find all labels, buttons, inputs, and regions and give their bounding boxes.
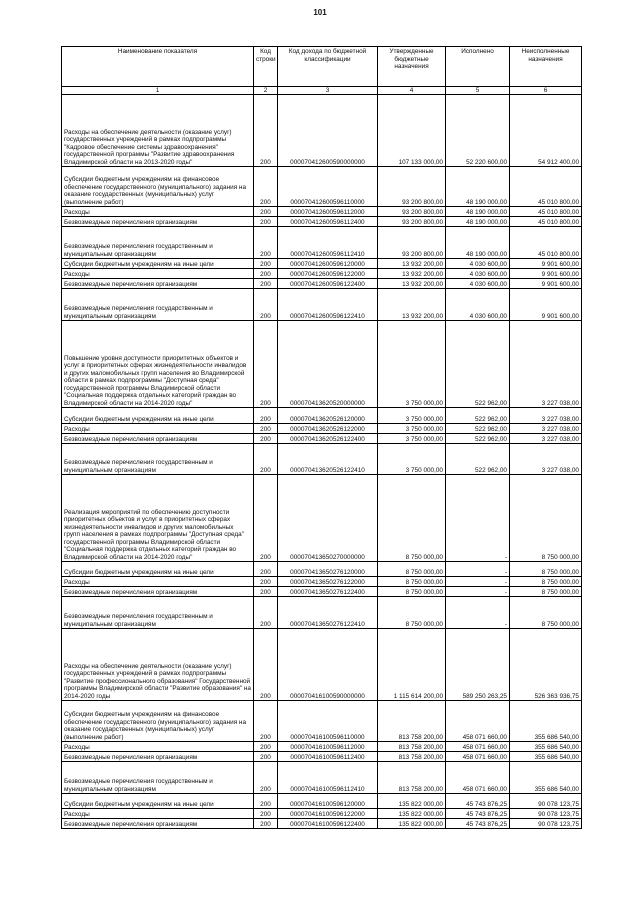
row-line-code: 200: [254, 227, 278, 259]
row-line-code: 200: [254, 408, 278, 424]
table-row: [62, 762, 582, 794]
row-income-code: 000070416100596122400: [278, 819, 378, 829]
row-line-code: 200: [254, 562, 278, 577]
row-executed: 522 962,00: [446, 424, 510, 434]
column-number: 3: [278, 87, 378, 95]
table-row: [62, 629, 582, 701]
row-income-code: 000070412600596112400: [278, 217, 378, 227]
table-row: [62, 321, 582, 408]
row-name: Безвозмездные перечисления организациям: [62, 434, 254, 444]
row-executed: 4 030 600,00: [446, 269, 510, 279]
row-unexecuted: 8 750 000,00: [510, 577, 582, 587]
header-line-code: Код строки: [254, 47, 278, 87]
row-line-code: 200: [254, 819, 278, 829]
row-executed: 4 030 600,00: [446, 289, 510, 321]
row-executed: 458 071 660,00: [446, 762, 510, 794]
row-unexecuted: 9 901 600,00: [510, 269, 582, 279]
table-row: [62, 742, 582, 752]
row-unexecuted: 526 363 936,75: [510, 629, 582, 701]
table-row: [62, 95, 582, 167]
row-executed: -: [446, 475, 510, 562]
row-name: Повышение уровня доступности приоритетных объектов и услуг в приоритетных сферах жизнедеятельности инвалидов и других маломобильных групп населения во Владимирской области в рамках подпрограммы "Доступная среда" государственной программы Владимирской области "Социальная поддержка отдельных категорий граждан во Владимирской области на 2014-2020 годы": [62, 321, 254, 408]
row-approved: 3 750 000,00: [378, 321, 446, 408]
row-executed: 48 190 000,00: [446, 167, 510, 207]
row-line-code: 200: [254, 577, 278, 587]
row-executed: 522 962,00: [446, 321, 510, 408]
page-number: 101: [313, 8, 327, 17]
row-executed: 48 190 000,00: [446, 227, 510, 259]
row-executed: 4 030 600,00: [446, 279, 510, 289]
row-line-code: 200: [254, 217, 278, 227]
row-name: Расходы: [62, 207, 254, 217]
row-name: Безвозмездные перечисления организациям: [62, 819, 254, 829]
header-name: Наименование показателя: [62, 47, 254, 87]
row-name: Безвозмездные перечисления организациям: [62, 587, 254, 597]
row-income-code: 000070412600596122400: [278, 279, 378, 289]
column-number: 2: [254, 87, 278, 95]
row-name: Субсидии бюджетным учреждениям на финансовое обеспечение государственного (муниципального) задания на оказание государственных (муниципальных) услуг (выполнение работ): [62, 167, 254, 207]
row-line-code: 200: [254, 167, 278, 207]
table-row: [62, 259, 582, 269]
row-unexecuted: 45 010 800,00: [510, 227, 582, 259]
row-line-code: 200: [254, 207, 278, 217]
row-income-code: 000070413620526122000: [278, 424, 378, 434]
column-number: 4: [378, 87, 446, 95]
row-income-code: 000070412600596112000: [278, 207, 378, 217]
table-row: [62, 444, 582, 475]
row-executed: 4 030 600,00: [446, 259, 510, 269]
row-approved: 813 758 200,00: [378, 742, 446, 752]
row-executed: 48 190 000,00: [446, 217, 510, 227]
table-row: [62, 424, 582, 434]
row-income-code: 000070416100590000000: [278, 629, 378, 701]
row-income-code: 000070416100596110000: [278, 701, 378, 742]
row-line-code: 200: [254, 269, 278, 279]
row-line-code: 200: [254, 701, 278, 742]
row-approved: 813 758 200,00: [378, 752, 446, 762]
row-executed: 45 743 876,25: [446, 819, 510, 829]
row-unexecuted: 355 686 540,00: [510, 742, 582, 752]
row-unexecuted: 8 750 000,00: [510, 475, 582, 562]
row-unexecuted: 355 686 540,00: [510, 752, 582, 762]
row-income-code: 000070413650276122400: [278, 587, 378, 597]
table-row: [62, 475, 582, 562]
row-line-code: 200: [254, 587, 278, 597]
row-income-code: 000070413620520000000: [278, 321, 378, 408]
row-approved: 13 932 200,00: [378, 289, 446, 321]
row-unexecuted: 355 686 540,00: [510, 762, 582, 794]
row-approved: 93 200 800,00: [378, 217, 446, 227]
row-unexecuted: 90 078 123,75: [510, 819, 582, 829]
row-line-code: 200: [254, 289, 278, 321]
header-income-code: Код дохода по бюджетной классификации: [278, 47, 378, 87]
row-line-code: 200: [254, 794, 278, 809]
table-row: [62, 819, 582, 829]
table-body: [62, 95, 582, 829]
row-name: Расходы: [62, 269, 254, 279]
row-name: Безвозмездные перечисления государственным и муниципальным организациям: [62, 762, 254, 794]
table-row: [62, 289, 582, 321]
header-executed: Исполнено: [446, 47, 510, 87]
row-unexecuted: 45 010 800,00: [510, 217, 582, 227]
row-unexecuted: 355 686 540,00: [510, 701, 582, 742]
row-approved: 107 133 000,00: [378, 95, 446, 167]
row-income-code: 000070416100596112000: [278, 742, 378, 752]
row-unexecuted: 9 901 600,00: [510, 279, 582, 289]
row-line-code: 200: [254, 95, 278, 167]
table-row: [62, 279, 582, 289]
row-approved: 3 750 000,00: [378, 408, 446, 424]
row-line-code: 200: [254, 762, 278, 794]
row-income-code: 000070412600596122000: [278, 269, 378, 279]
table-row: [62, 269, 582, 279]
row-executed: 458 071 660,00: [446, 742, 510, 752]
row-unexecuted: 3 227 038,00: [510, 321, 582, 408]
row-line-code: 200: [254, 321, 278, 408]
row-approved: 93 200 800,00: [378, 227, 446, 259]
row-line-code: 200: [254, 809, 278, 819]
row-executed: 522 962,00: [446, 434, 510, 444]
row-approved: 135 822 000,00: [378, 819, 446, 829]
row-line-code: 200: [254, 752, 278, 762]
row-income-code: 000070416100596112410: [278, 762, 378, 794]
table-row: [62, 207, 582, 217]
row-line-code: 200: [254, 434, 278, 444]
row-line-code: 200: [254, 279, 278, 289]
row-approved: 3 750 000,00: [378, 444, 446, 475]
row-approved: 813 758 200,00: [378, 762, 446, 794]
row-executed: 522 962,00: [446, 444, 510, 475]
row-income-code: 000070412600596122410: [278, 289, 378, 321]
row-income-code: 000070416100596112400: [278, 752, 378, 762]
row-approved: 93 200 800,00: [378, 207, 446, 217]
table-row: [62, 794, 582, 809]
row-executed: -: [446, 597, 510, 629]
row-name: Безвозмездные перечисления организациям: [62, 217, 254, 227]
table-row: [62, 701, 582, 742]
row-unexecuted: 90 078 123,75: [510, 794, 582, 809]
row-executed: 48 190 000,00: [446, 207, 510, 217]
table-row: [62, 562, 582, 577]
table-row: [62, 217, 582, 227]
row-name: Расходы: [62, 424, 254, 434]
row-unexecuted: 45 010 800,00: [510, 207, 582, 217]
row-line-code: 200: [254, 444, 278, 475]
row-approved: 1 115 614 200,00: [378, 629, 446, 701]
row-name: Безвозмездные перечисления государственным и муниципальным организациям: [62, 289, 254, 321]
row-income-code: 000070413650276120000: [278, 562, 378, 577]
row-executed: -: [446, 587, 510, 597]
row-approved: 8 750 000,00: [378, 475, 446, 562]
row-income-code: 000070413650270000000: [278, 475, 378, 562]
row-income-code: 000070416100596122000: [278, 809, 378, 819]
row-line-code: 200: [254, 424, 278, 434]
table-row: [62, 577, 582, 587]
row-approved: 135 822 000,00: [378, 794, 446, 809]
row-name: Субсидии бюджетным учреждениям на иные цели: [62, 794, 254, 809]
row-executed: 45 743 876,25: [446, 794, 510, 809]
table-row: [62, 752, 582, 762]
row-approved: 8 750 000,00: [378, 587, 446, 597]
row-name: Расходы: [62, 577, 254, 587]
row-executed: -: [446, 562, 510, 577]
row-unexecuted: 3 227 038,00: [510, 434, 582, 444]
row-income-code: 000070412600596110000: [278, 167, 378, 207]
row-name: Безвозмездные перечисления организациям: [62, 752, 254, 762]
row-line-code: 200: [254, 597, 278, 629]
row-name: Расходы на обеспечение деятельности (оказание услуг) государственных учреждений в рамках подпрограммы "Кадровое обеспечение системы здравоохранения" государственной программы "Развитие здравоохранения Владимирской области на 2013-2020 годы": [62, 95, 254, 167]
row-executed: 458 071 660,00: [446, 701, 510, 742]
column-number-row: [62, 87, 582, 95]
row-income-code: 000070416100596120000: [278, 794, 378, 809]
row-name: Безвозмездные перечисления государственным и муниципальным организациям: [62, 227, 254, 259]
row-executed: 522 962,00: [446, 408, 510, 424]
row-name: Безвозмездные перечисления организациям: [62, 279, 254, 289]
column-number: 6: [510, 87, 582, 95]
row-name: Расходы на обеспечение деятельности (оказание услуг) государственных учреждений в рамках подпрограммы "Развитие профессионального образования" Государственной программы Владимирской области "Развитие образования" на 2014-2020 годы: [62, 629, 254, 701]
budget-report-table: [61, 46, 582, 829]
row-executed: 45 743 876,25: [446, 809, 510, 819]
row-name: Субсидии бюджетным учреждениям на иные цели: [62, 562, 254, 577]
row-name: Субсидии бюджетным учреждениям на иные цели: [62, 408, 254, 424]
row-approved: 13 932 200,00: [378, 259, 446, 269]
table-row: [62, 167, 582, 207]
row-approved: 135 822 000,00: [378, 809, 446, 819]
row-income-code: 000070413650276122000: [278, 577, 378, 587]
table-row: [62, 587, 582, 597]
row-unexecuted: 3 227 038,00: [510, 408, 582, 424]
row-unexecuted: 9 901 600,00: [510, 259, 582, 269]
row-income-code: 000070413620526122410: [278, 444, 378, 475]
row-unexecuted: 8 750 000,00: [510, 597, 582, 629]
row-name: Субсидии бюджетным учреждениям на финансовое обеспечение государственного (муниципального) задания на оказание государственных (муниципальных) услуг (выполнение работ): [62, 701, 254, 742]
row-approved: 13 932 200,00: [378, 269, 446, 279]
table-row: [62, 809, 582, 819]
row-approved: 3 750 000,00: [378, 434, 446, 444]
header-row: [62, 47, 582, 87]
table-row: [62, 227, 582, 259]
row-unexecuted: 9 901 600,00: [510, 289, 582, 321]
row-line-code: 200: [254, 629, 278, 701]
row-approved: 813 758 200,00: [378, 701, 446, 742]
header-approved: Утвержденные бюджетные назначения: [378, 47, 446, 87]
row-name: Безвозмездные перечисления государственным и муниципальным организациям: [62, 444, 254, 475]
row-approved: 93 200 800,00: [378, 167, 446, 207]
row-executed: -: [446, 577, 510, 587]
row-unexecuted: 3 227 038,00: [510, 444, 582, 475]
row-executed: 52 220 600,00: [446, 95, 510, 167]
table-row: [62, 434, 582, 444]
column-number: 5: [446, 87, 510, 95]
header-unexecuted: Неисполненные назначения: [510, 47, 582, 87]
row-income-code: 000070412600590000000: [278, 95, 378, 167]
row-income-code: 000070412600596120000: [278, 259, 378, 269]
row-executed: 589 250 263,25: [446, 629, 510, 701]
row-line-code: 200: [254, 742, 278, 752]
row-unexecuted: 54 912 400,00: [510, 95, 582, 167]
row-approved: 8 750 000,00: [378, 577, 446, 587]
row-line-code: 200: [254, 259, 278, 269]
table-row: [62, 597, 582, 629]
row-income-code: 000070413620526120000: [278, 408, 378, 424]
row-name: Субсидии бюджетным учреждениям на иные цели: [62, 259, 254, 269]
row-unexecuted: 8 750 000,00: [510, 587, 582, 597]
row-unexecuted: 8 750 000,00: [510, 562, 582, 577]
row-line-code: 200: [254, 475, 278, 562]
column-number: 1: [62, 87, 254, 95]
row-name: Безвозмездные перечисления государственным и муниципальным организациям: [62, 597, 254, 629]
row-name: Расходы: [62, 809, 254, 819]
row-income-code: 000070413650276122410: [278, 597, 378, 629]
row-approved: 8 750 000,00: [378, 597, 446, 629]
row-unexecuted: 90 078 123,75: [510, 809, 582, 819]
table-row: [62, 408, 582, 424]
row-approved: 3 750 000,00: [378, 424, 446, 434]
row-income-code: 000070413620526122400: [278, 434, 378, 444]
row-executed: 458 071 660,00: [446, 752, 510, 762]
row-name: Расходы: [62, 742, 254, 752]
row-name: Реализация мероприятий по обеспечению доступности приоритетных объектов и услуг в приоритетных сферах жизнедеятельности инвалидов и других маломобильных групп населения в рамках подпрограммы "Доступная среда" государственной программы Владимирской области "Социальная поддержка отдельных категорий граждан во Владимирской области на 2014-2020 годы": [62, 475, 254, 562]
row-income-code: 000070412600596112410: [278, 227, 378, 259]
row-unexecuted: 45 010 800,00: [510, 167, 582, 207]
row-approved: 13 932 200,00: [378, 279, 446, 289]
row-approved: 8 750 000,00: [378, 562, 446, 577]
row-unexecuted: 3 227 038,00: [510, 424, 582, 434]
